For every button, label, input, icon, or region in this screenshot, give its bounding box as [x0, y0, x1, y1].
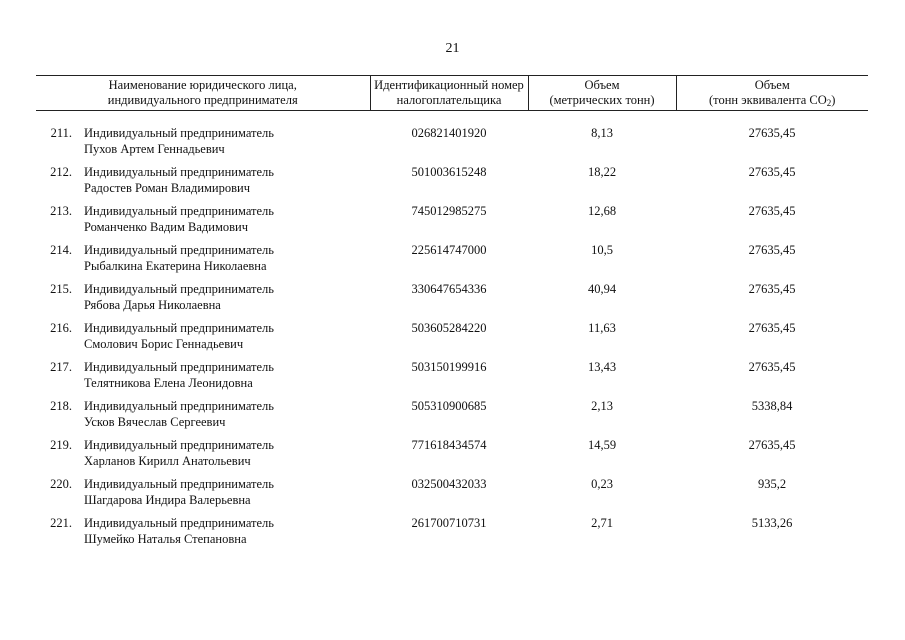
- entity-name-cell: [78, 476, 370, 515]
- entity-type: Индивидуальный предприниматель: [84, 126, 274, 140]
- table-row: [36, 125, 868, 164]
- header-co2-unit: (тонн эквивалента $CO_2$): [709, 93, 836, 108]
- volume-cell: 8,13: [591, 126, 613, 140]
- inn-cell: 261700710731: [411, 516, 487, 530]
- entity-type: Индивидуальный предприниматель: [84, 516, 274, 530]
- table-row: [36, 515, 868, 554]
- entity-type: Индивидуальный предприниматель: [84, 399, 274, 413]
- volume-cell: 13,43: [587, 360, 617, 374]
- entity-name-cell: [78, 242, 370, 281]
- entity-name-cell: [78, 398, 370, 437]
- inn-cell: 503605284220: [411, 321, 487, 335]
- entity-name-cell: [78, 125, 370, 164]
- volume-cell: 10,5: [591, 243, 613, 257]
- entity-person: Харланов Кирилл Анатольевич: [84, 454, 251, 468]
- entity-type: Индивидуальный предприниматель: [84, 321, 274, 335]
- table-row: [36, 437, 868, 476]
- entity-person: Шагдарова Индира Валерьевна: [84, 493, 251, 507]
- co2-volume-cell: 27635,45: [748, 282, 796, 296]
- entity-person: Пухов Артем Геннадьевич: [84, 142, 225, 156]
- entity-type: Индивидуальный предприниматель: [84, 282, 274, 296]
- entity-type: Индивидуальный предприниматель: [84, 438, 274, 452]
- header-entity-name: Наименование юридического лица, индивидуального предпринимателя: [36, 76, 370, 111]
- registry-table: [36, 75, 868, 554]
- entity-person: Рябова Дарья Николаевна: [84, 298, 221, 312]
- inn-cell: 026821401920: [411, 126, 487, 140]
- row-number: 213.: [50, 204, 72, 218]
- entity-type: Индивидуальный предприниматель: [84, 360, 274, 374]
- volume-cell: 18,22: [587, 165, 617, 179]
- entity-person: Радостев Роман Владимирович: [84, 181, 250, 195]
- volume-cell: 2,13: [591, 399, 613, 413]
- entity-name-cell: [78, 437, 370, 476]
- row-number: 221.: [50, 516, 72, 530]
- entity-person: Усков Вячеслав Сергеевич: [84, 415, 226, 429]
- table-header: [36, 76, 868, 111]
- entity-name-cell: [78, 515, 370, 554]
- inn-cell: 505310900685: [411, 399, 487, 413]
- entity-type: Индивидуальный предприниматель: [84, 165, 274, 179]
- header-volume: Объем (метрических тонн): [528, 76, 676, 111]
- entity-person: Романченко Вадим Вадимович: [84, 220, 248, 234]
- row-number: 220.: [50, 477, 72, 491]
- co2-volume-cell: 27635,45: [748, 321, 796, 335]
- entity-person: Смолович Борис Геннадьевич: [84, 337, 244, 351]
- row-number: 212.: [50, 165, 72, 179]
- table-row: [36, 242, 868, 281]
- inn-cell: 771618434574: [411, 438, 487, 452]
- table-row: [36, 203, 868, 242]
- inn-cell: 503150199916: [411, 360, 487, 374]
- inn-cell: 225614747000: [411, 243, 487, 257]
- inn-cell: 330647654336: [411, 282, 487, 296]
- row-number: 215.: [50, 282, 72, 296]
- entity-type: Индивидуальный предприниматель: [84, 243, 274, 257]
- row-number: 218.: [50, 399, 72, 413]
- volume-cell: 40,94: [587, 282, 617, 296]
- table-row: [36, 359, 868, 398]
- header-inn: Идентификационный номер налогоплательщика: [370, 76, 528, 111]
- row-number: 217.: [50, 360, 72, 374]
- table-row: [36, 476, 868, 515]
- volume-cell: 12,68: [587, 204, 617, 218]
- row-number: 219.: [50, 438, 72, 452]
- entity-type: Индивидуальный предприниматель: [84, 204, 274, 218]
- header-co2-volume: Объем (тонн эквивалента $CO_2$): [676, 76, 868, 111]
- entity-person: Телятникова Елена Леонидовна: [84, 376, 253, 390]
- volume-cell: 11,63: [588, 321, 616, 335]
- volume-cell: 2,71: [591, 516, 613, 530]
- co2-volume-cell: 27635,45: [748, 438, 796, 452]
- entity-name-cell: [78, 203, 370, 242]
- page-number: 21: [445, 41, 460, 56]
- table-row: [36, 164, 868, 203]
- row-number: 216.: [50, 321, 72, 335]
- co2-volume-cell: 27635,45: [748, 204, 796, 218]
- entity-name-cell: [78, 281, 370, 320]
- inn-cell: 501003615248: [411, 165, 487, 179]
- inn-cell: 745012985275: [411, 204, 487, 218]
- co2-volume-cell: 5338,84: [751, 399, 793, 413]
- entity-name-cell: [78, 359, 370, 398]
- row-number: 214.: [50, 243, 72, 257]
- volume-cell: 0,23: [591, 477, 613, 491]
- table-body: [36, 111, 868, 555]
- entity-name-cell: [78, 320, 370, 359]
- table-row: [36, 398, 868, 437]
- co2-volume-cell: 935,2: [757, 477, 787, 491]
- co2-volume-cell: 5133,26: [751, 516, 793, 530]
- co2-volume-cell: 27635,45: [748, 243, 796, 257]
- row-number: 211.: [50, 126, 72, 140]
- entity-person: Шумейко Наталья Степановна: [84, 532, 247, 546]
- inn-cell: 032500432033: [411, 477, 487, 491]
- co2-volume-cell: 27635,45: [748, 360, 796, 374]
- co2-volume-cell: 27635,45: [748, 165, 796, 179]
- entity-name-cell: [78, 164, 370, 203]
- entity-person: Рыбалкина Екатерина Николаевна: [84, 259, 267, 273]
- entity-type: Индивидуальный предприниматель: [84, 477, 274, 491]
- table-row: [36, 281, 868, 320]
- table-row: [36, 320, 868, 359]
- co2-volume-cell: 27635,45: [748, 126, 796, 140]
- volume-cell: 14,59: [587, 438, 617, 452]
